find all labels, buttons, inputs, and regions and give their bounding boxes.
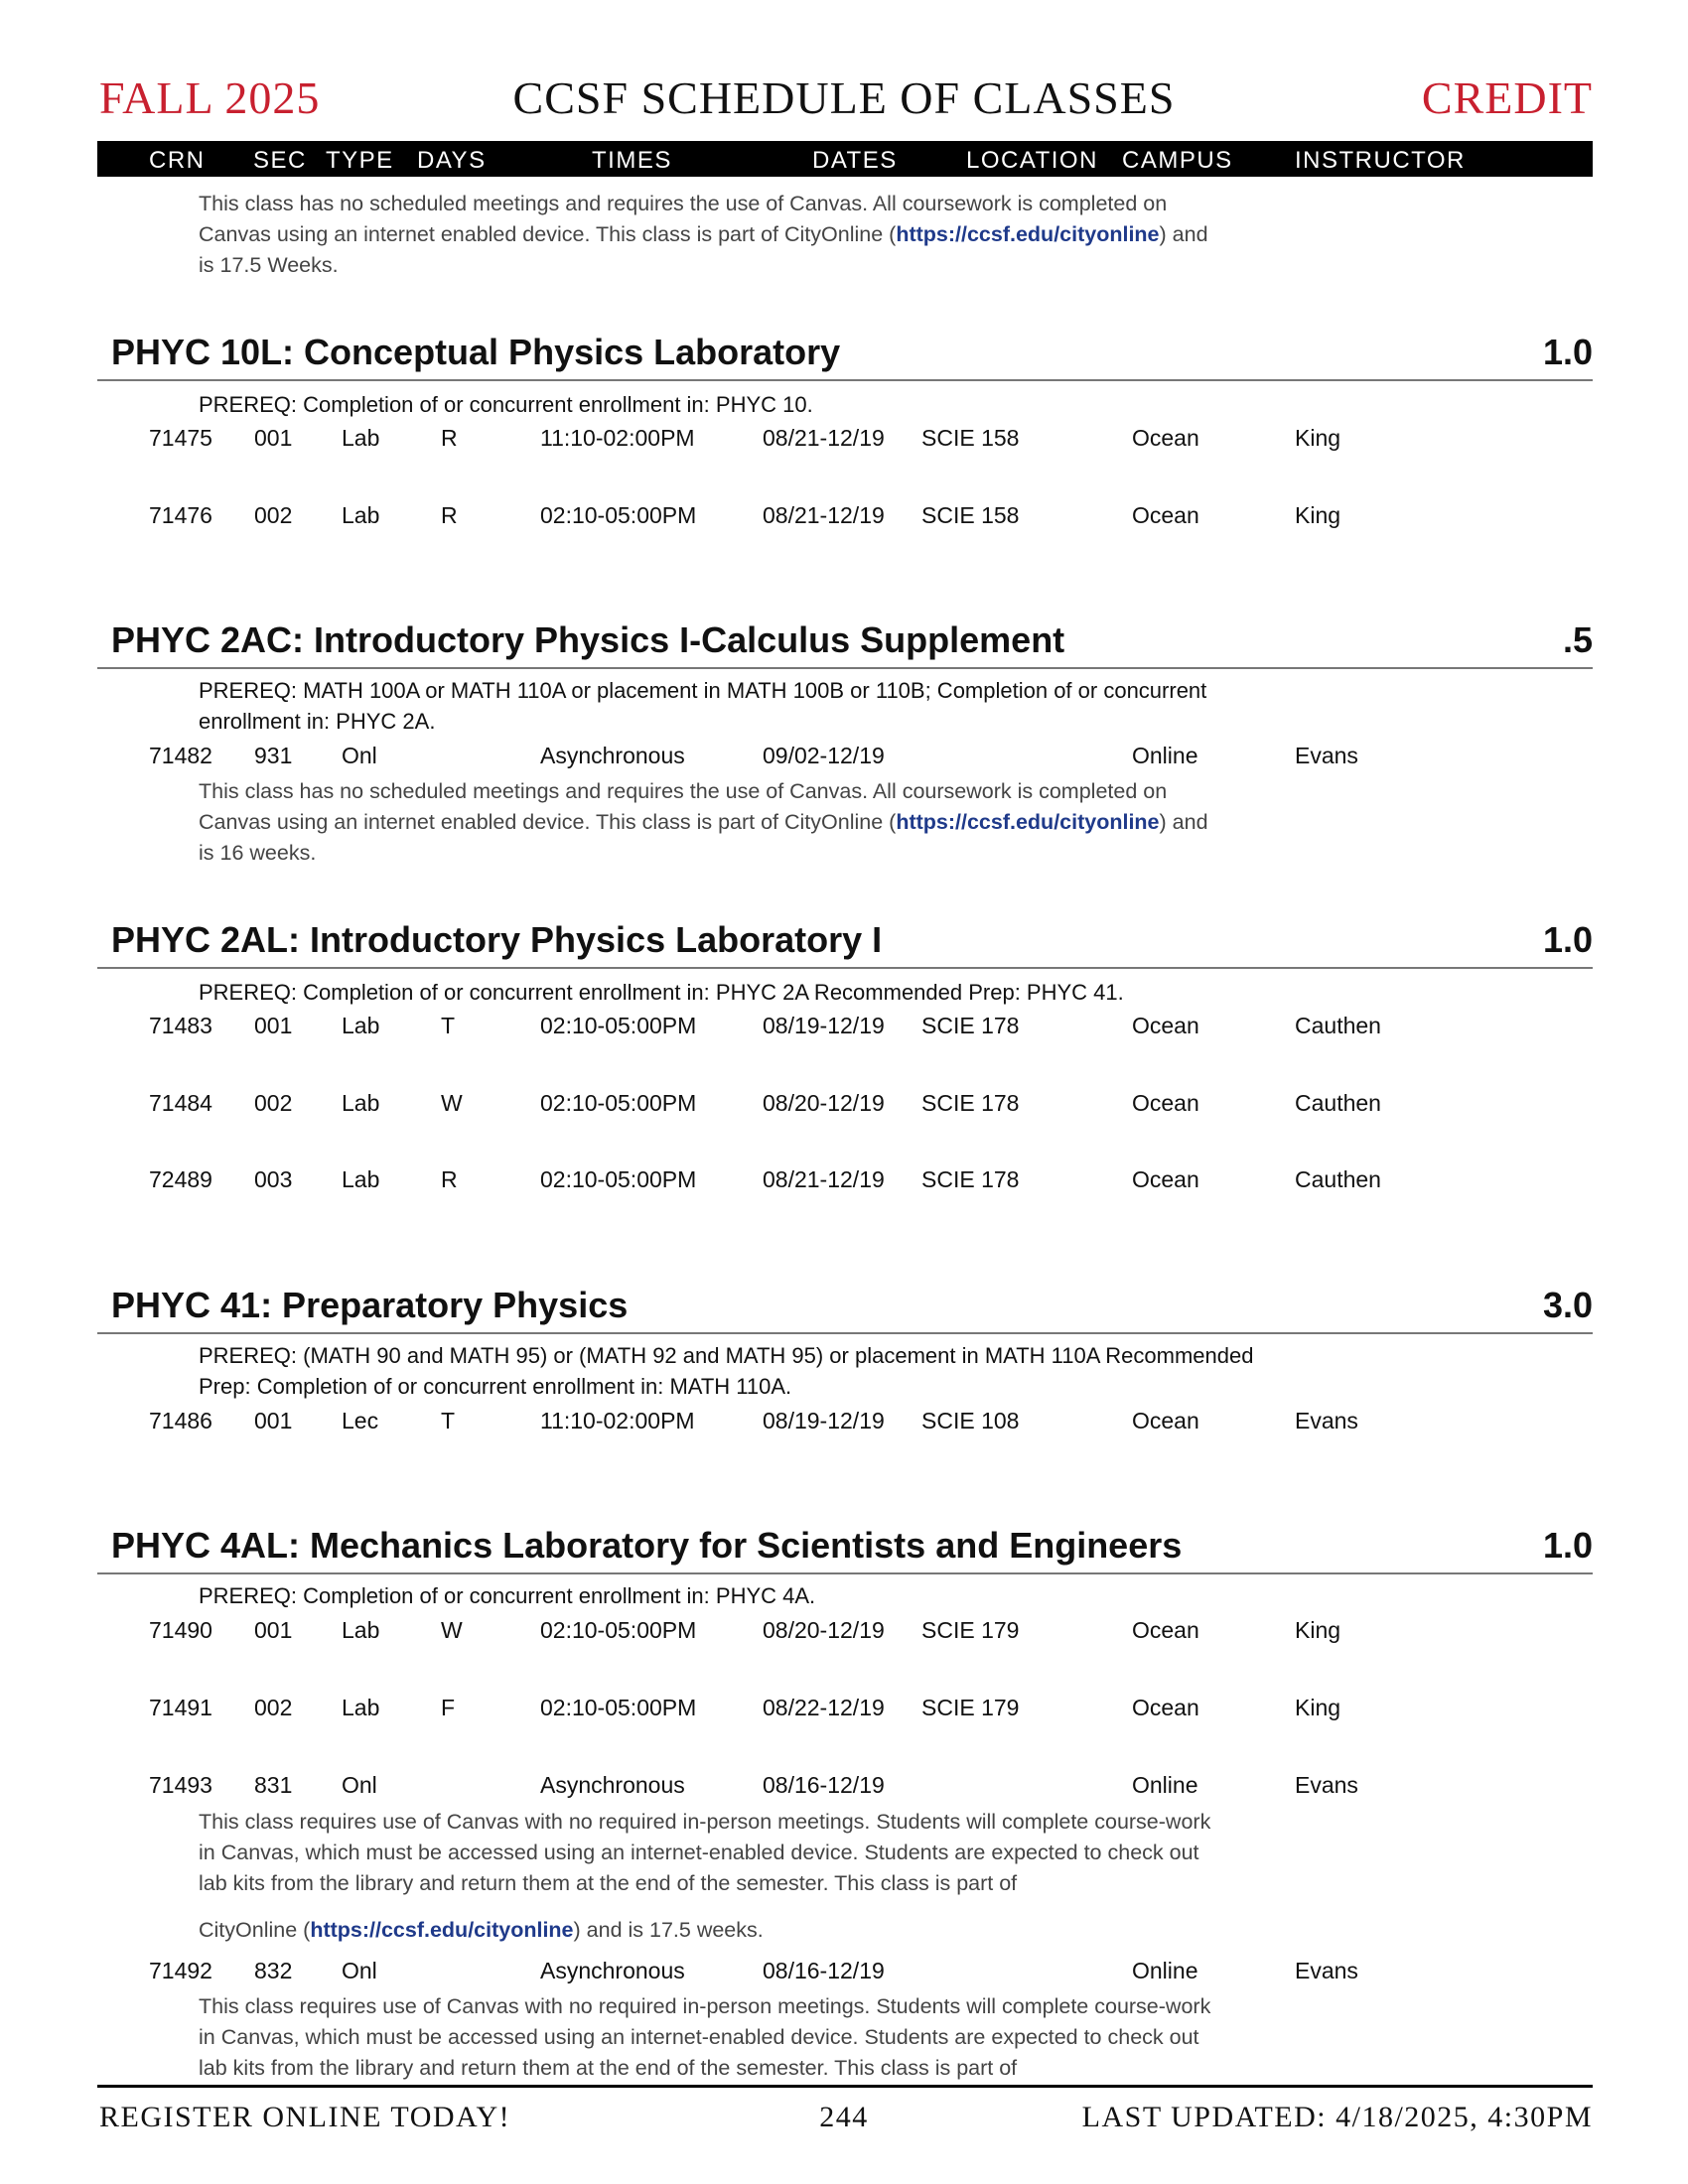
course-units: 1.0 (1542, 919, 1593, 960)
section-row: 71486 001 Lec T 11:10-02:00PM 08/19-12/19 SCIE 108 Ocean Evans (149, 1408, 1358, 1433)
prereq-text: PREREQ: (MATH 90 and MATH 95) or (MATH 92 and MATH 95) or placement in MATH 110A Recommended Prep: Completion of or concurrent enrollment in: MATH 110A. (199, 1343, 1254, 1399)
section-row: 71493 831 Onl Asynchronous 08/16-12/19 Online Evans (149, 1772, 1358, 1798)
credit-label: CREDIT (1421, 72, 1593, 123)
section-row: 71476 002 Lab R 02:10-05:00PM 08/21-12/19 SCIE 158 Ocean King (149, 502, 1341, 528)
section-note: This class requires use of Canvas with no required in-person meetings. Students will complete course-work in Canvas, which must be accessed using an internet-enabled device. Students are expected to check out lab kits from the library and return them at the end of the semester. This class is part of CityOnline (https://ccsf.edu/cityonline) and is 17.5 weeks. (199, 1810, 1211, 1942)
section-row: 71482 931 Onl Asynchronous 09/02-12/19 Online Evans (149, 743, 1358, 768)
section-note: This class requires use of Canvas with no required in-person meetings. Students will complete course-work in Canvas, which must be accessed using an internet-enabled device. Students are expected to check out lab kits from the library and return them at the end of the semester. This class is part of (199, 1994, 1211, 2080)
course-divider (97, 967, 1593, 969)
section-row: 71491 002 Lab F 02:10-05:00PM 08/22-12/19 SCIE 179 Ocean King (149, 1695, 1341, 1720)
prereq-text: PREREQ: Completion of or concurrent enrollment in: PHYC 2A Recommended Prep: PHYC 41. (199, 980, 1124, 1005)
section-note: This class has no scheduled meetings and requires the use of Canvas. All coursework is completed on Canvas using an internet enabled device. This class is part of CityOnline (https://ccsf.edu/cityonline) and is 17.5 Weeks. (199, 192, 1208, 277)
col-campus: CAMPUS (1122, 147, 1233, 174)
col-type: TYPE (326, 147, 394, 174)
course-units: 1.0 (1542, 1525, 1593, 1566)
cityonline-link[interactable]: https://ccsf.edu/cityonline (896, 222, 1160, 246)
col-sec: SEC (253, 147, 307, 174)
prereq-text: PREREQ: Completion of or concurrent enrollment in: PHYC 10. (199, 392, 813, 417)
course-divider (97, 1572, 1593, 1574)
course-units: .5 (1562, 619, 1593, 660)
section-row: 71490 001 Lab W 02:10-05:00PM 08/20-12/19 SCIE 179 Ocean King (149, 1617, 1341, 1643)
column-header-bar (97, 141, 1593, 177)
section-row: 72489 003 Lab R 02:10-05:00PM 08/21-12/19 SCIE 178 Ocean Cauthen (149, 1166, 1381, 1192)
page-title: CCSF SCHEDULE OF CLASSES (512, 72, 1176, 123)
col-days: DAYS (417, 147, 487, 174)
course-units: 3.0 (1542, 1285, 1593, 1325)
course-divider (97, 379, 1593, 381)
course-units: 1.0 (1542, 332, 1593, 372)
course-title: PHYC 2AL: Introductory Physics Laboratory I (111, 919, 883, 960)
col-crn: CRN (149, 147, 206, 174)
col-instructor: INSTRUCTOR (1295, 147, 1466, 174)
cityonline-link[interactable]: https://ccsf.edu/cityonline (310, 1918, 574, 1942)
prereq-text: PREREQ: Completion of or concurrent enrollment in: PHYC 4A. (199, 1583, 816, 1608)
section-row: 71475 001 Lab R 11:10-02:00PM 08/21-12/19 SCIE 158 Ocean King (149, 425, 1341, 451)
col-dates: DATES (812, 147, 898, 174)
course-divider (97, 1332, 1593, 1334)
col-times: TIMES (592, 147, 672, 174)
cityonline-link[interactable]: https://ccsf.edu/cityonline (896, 810, 1160, 834)
section-row: 71483 001 Lab T 02:10-05:00PM 08/19-12/19 SCIE 178 Ocean Cauthen (149, 1013, 1381, 1038)
course-title: PHYC 2AC: Introductory Physics I-Calculus Supplement (111, 619, 1065, 660)
term-label: FALL 2025 (99, 72, 321, 123)
prereq-text: PREREQ: MATH 100A or MATH 110A or placement in MATH 100B or 110B; Completion of or concurrent enrollment in: PHYC 2A. (199, 678, 1207, 734)
course-title: PHYC 41: Preparatory Physics (111, 1285, 629, 1325)
col-location: LOCATION (966, 147, 1098, 174)
course-title: PHYC 10L: Conceptual Physics Laboratory (111, 332, 841, 372)
page-number: 244 (819, 2101, 869, 2133)
section-note: This class has no scheduled meetings and requires the use of Canvas. All coursework is completed on Canvas using an internet enabled device. This class is part of CityOnline (https://ccsf.edu/cityonline) and is 16 weeks. (199, 779, 1208, 865)
section-row: 71492 832 Onl Asynchronous 08/16-12/19 Online Evans (149, 1958, 1358, 1983)
footer-divider (97, 2085, 1593, 2088)
last-updated-text: LAST UPDATED: 4/18/2025, 4:30PM (1081, 2101, 1593, 2133)
section-row: 71484 002 Lab W 02:10-05:00PM 08/20-12/19 SCIE 178 Ocean Cauthen (149, 1090, 1381, 1116)
register-online-text: REGISTER ONLINE TODAY! (99, 2101, 511, 2133)
course-title: PHYC 4AL: Mechanics Laboratory for Scientists and Engineers (111, 1525, 1183, 1566)
course-divider (97, 667, 1593, 669)
